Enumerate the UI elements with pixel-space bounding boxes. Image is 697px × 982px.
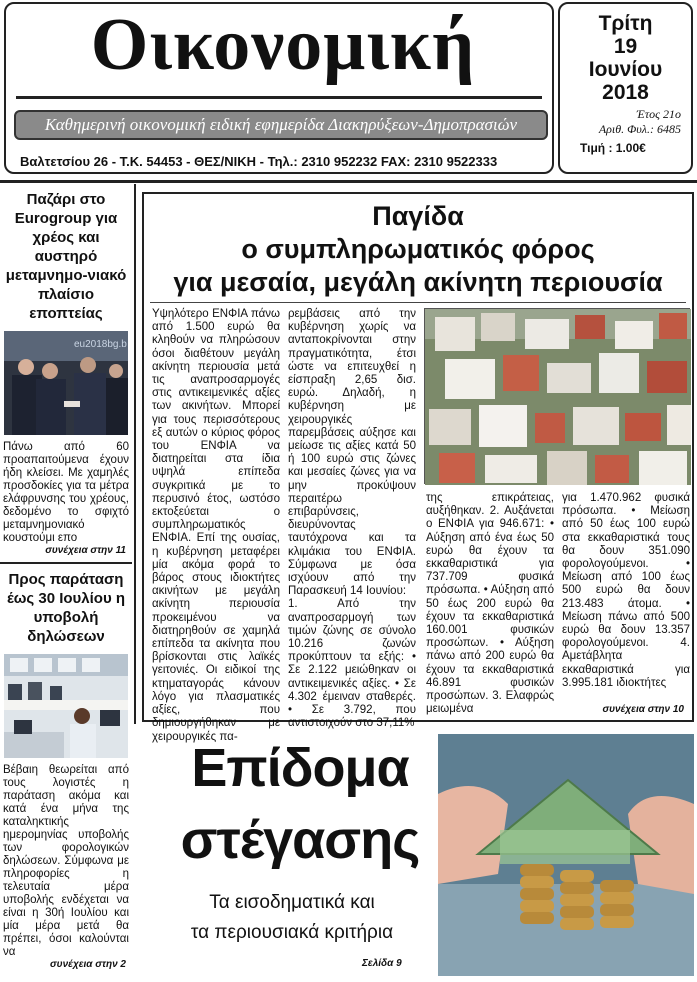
newspaper-logo: Οικονομική [90, 4, 476, 86]
date-box [558, 2, 693, 174]
headline-divider [150, 302, 686, 303]
aerial-city-photo [424, 308, 690, 484]
month: Ιουνίου [588, 58, 663, 81]
feature-subtitle-line-2: τα περιουσιακά κριτήρια [190, 922, 394, 943]
side-story-1-headline[interactable]: Παζάρι στο Eurogroup για χρέος και αυστηρό μεταμνημο-νιακό πλαίσιο εποπτείας [5, 191, 127, 322]
lead-headline-line-2: ο συμπληρωματικός φόρος [241, 234, 595, 264]
left-column [0, 184, 132, 982]
issue-number: Αριθ. Φυλ.: 6485 [598, 122, 681, 136]
side-story-1-continue[interactable]: συνέχεια στην 11 [45, 545, 126, 556]
feature-subtitle [142, 888, 442, 948]
address-line: Βαλτετσίου 26 - Τ.Κ. 54453 - ΘΕΣ/ΝΙΚΗ - Τηλ.: 2310 952232 FAX: 2310 9522333 [20, 154, 498, 169]
lead-continue[interactable]: συνέχεια στην 10 [602, 704, 684, 715]
column-divider [134, 184, 136, 724]
tax-office-photo [4, 654, 128, 758]
lead-headline-line-1: Παγίδα [372, 201, 464, 231]
aerial-city-illustration [425, 309, 691, 485]
masthead [4, 2, 554, 174]
lead-column-3 [426, 492, 554, 718]
side-divider [0, 562, 132, 564]
lead-column-4 [562, 492, 690, 704]
logo-underline [16, 96, 542, 99]
feature-title-line-1[interactable]: Επίδομα [191, 738, 409, 798]
euro-house-illustration [438, 734, 694, 976]
lead-column-2-text: ρεμβάσεις από την κυβέρνηση χωρίς να ανταποκρίνονται στην πραγματικότητα, έτσι ώστε να επιτευχθεί η είσπραξη 2,65 δισ. ευρώ. Δηλαδή, η κυβέρνηση με χειρουργικές παρεμβάσεις αύξησε και μείωσε τις αξίες κατά 50 ή 100 ευρώ στις ζώνες και μεσαίες ζώνες για να μην προκύψουν περαιτέρω επιβαρύνσεις, διευρύνοντας ταυτόχρονα και τα κλιμάκια του ΕΝΦΙΑ. Σύμφωνα με όσα ισχύουν από την Παρασκευή 14 Ιουνίου: [288, 308, 416, 598]
lead-column-2 [288, 308, 416, 730]
feature-title-line-2[interactable]: στέγασης [180, 810, 420, 870]
eurogroup-photo [4, 331, 128, 435]
lead-column-4-text: για 1.470.962 φυσικά πρόσωπα. • Μείωση από 50 έως 100 ευρώ στα εκκαθαριστικά τους θα δουν 351.090 φορολογούμενοι. • Μείωση από 100 έως 500 ευρώ θα δουν 213.483 άτομα. • Μείωση πάνω από 500 ευρώ θα δουν 13.357 φορολογούμενοι. 4. Αμετάβλητα εκκαθαριστικά για 3.995.181 ιδιοκτήτες [562, 492, 690, 689]
masthead-divider [0, 180, 697, 183]
tagline-banner: Καθημερινή οικονομική ειδική εφημερίδα Διακηρύξεων-Δημοπρασιών [14, 110, 548, 140]
lead-column-1 [152, 308, 280, 743]
lead-column-3-text: της επικράτειας, αυξήθηκαν. 2. Αυξάνεται ο ΕΝΦΙΑ για 946.671: • Αύξηση από ένα έως 50 ευρώ θα έχουν τα εκκαθαριστικά για 737.709 φυσικά πρόσωπα. • Αύξηση από 50 έως 200 ευρώ θα έχουν τα εκκαθαριστικά 160.001 φυσικών προσώπων. • Αύξηση πάνω από 200 ευρώ θα έχουν τα εκκαθαριστικά 46.891 φυσικών προσώπων. 3. Ελαφρώς μειωμένα [426, 492, 554, 716]
year: 2018 [602, 81, 649, 104]
eurogroup-photo-illustration [4, 331, 128, 435]
lead-column-2-list: 1. Από την αναπροσαρμογή των τιμών ζώνης σε σύνολο 10.216 ζωνών προκύπτουν τα εξής: • Σε 2.122 μειώθηκαν οι αντικειμενικές αξίες. • Σε 4.302 έμειναν σταθερές. • Σε 3.792, που αντιστοιχούν στο 37,11% [288, 598, 416, 730]
lead-headline[interactable] [144, 200, 692, 299]
lead-column-1-text: Υψηλότερο ΕΝΦΙΑ πάνω από 1.500 ευρώ θα κληθούν να πληρώσουν όσοι διαθέτουν μεγάλη ακίνητη περιουσία μετά τις αναπροσαρμογές στις αντικειμενικές αξίες των ακινήτων. Μπορεί για τους περισσότερους εξ αυτών ο κύριος φόρος του ΕΝΦΙΑ να διατηρείται στα ίδια υψηλά επίπεδα συγκριτικά με το περυσινό έτος, ωστόσο εκτοξεύεται ο συμπληρωματικός ΕΝΦΙΑ. Επί της ουσίας, η κυβέρνηση μεταφέρει μία ακόμα φορά το βάρος στους ιδιοκτήτες ακινήτων με μεγάλη ακίνητη περιουσία προκειμένου να διατηρηθούν σε χαμηλά επίπεδα τα ακίνητα που βρίσκονται στις λαϊκές γειτονιές. Οι ειδικοί της κτηματαγοράς κάνουν λόγο για πλασματικές αξίες, που δημιουργήθηκαν με χειρουργικές πα- [152, 308, 280, 743]
euro-house-photo [438, 734, 694, 976]
tax-office-illustration [4, 654, 128, 758]
day-number: 19 [613, 35, 638, 58]
weekday: Τρίτη [598, 12, 653, 35]
feature-subtitle-line-1: Τα εισοδηματικά και [209, 892, 375, 913]
housing-feature [142, 730, 694, 978]
feature-page-ref[interactable]: Σελίδα 9 [362, 958, 402, 969]
lead-headline-line-3: για μεσαία, μεγάλη ακίνητη περιουσία [173, 267, 663, 297]
lead-story [142, 192, 694, 743]
volume-year: Έτος 21ο [636, 107, 681, 121]
side-story-2-text: Βέβαιη θεωρείται από τους λογιστές η παράταση ακόμα και κατά ένα μήνα της καταληκτικής ημερομηνίας υποβολής των φορολογικών δηλώσεων. Σύμφωνα με πληροφορίες η τελευταία μέρα υποβολής ενδέχεται να είναι η 30ή Ιουλίου και μία μέρα μετά θα πρέπει, όσοι καλούνται να [3, 764, 129, 958]
photo-backdrop-text: eu2018bg.b [74, 339, 127, 350]
side-story-2-headline[interactable]: Προς παράταση έως 30 Ιουλίου η υποβολή δηλώσεων [6, 571, 126, 645]
side-story-1-text: Πάνω από 60 προαπαιτούμενα έχουν ήδη κλείσει. Με χαμηλές προσδοκίες για τα μέτρα ελάφρυνσης του χρέους, δεδομένο το σφιχτό μεταμνημονιακό κουστούμι επο [3, 441, 129, 544]
price: Τιμή : 1.00€ [580, 141, 646, 155]
side-story-2-continue[interactable]: συνέχεια στην 2 [50, 959, 126, 970]
